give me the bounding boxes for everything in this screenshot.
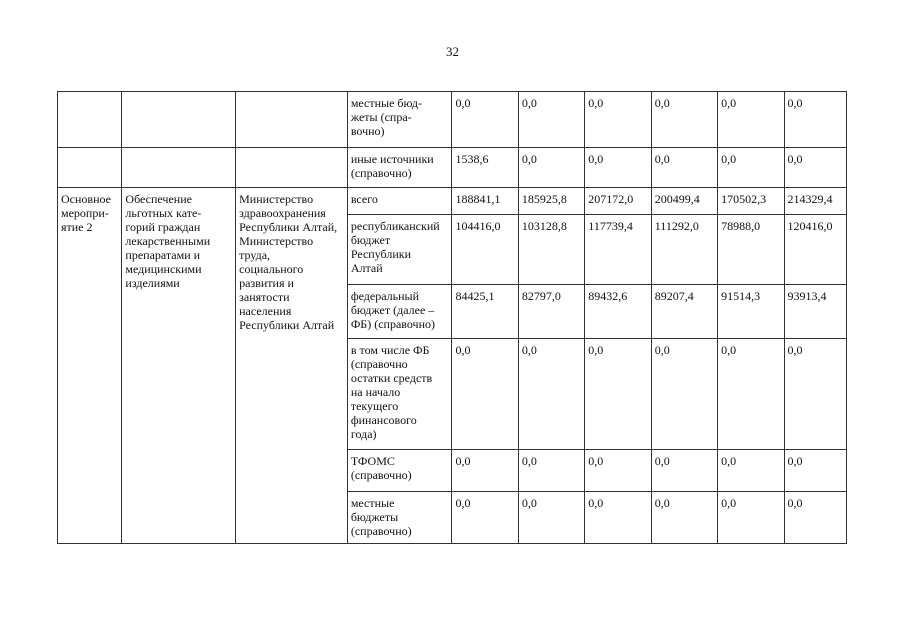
funding-source-cell: иные источники (справочно) <box>347 148 452 188</box>
amount-cell: 89207,4 <box>651 285 717 339</box>
amount-cell: 170502,3 <box>718 188 784 215</box>
amount-cell: 0,0 <box>585 148 651 188</box>
amount-cell: 0,0 <box>518 450 584 492</box>
funding-source-cell: ТФОМС (справочно) <box>347 450 452 492</box>
budget-table <box>57 91 847 544</box>
empty-cell <box>58 92 122 148</box>
amount-cell: 200499,4 <box>651 188 717 215</box>
amount-cell: 0,0 <box>784 92 846 148</box>
amount-cell: 0,0 <box>452 492 518 544</box>
amount-cell: 188841,1 <box>452 188 518 215</box>
funding-source-cell: республиканский бюджет Республики Алтай <box>347 215 452 285</box>
amount-cell: 117739,4 <box>585 215 651 285</box>
empty-cell <box>122 148 236 188</box>
amount-cell: 0,0 <box>518 92 584 148</box>
amount-cell: 0,0 <box>784 492 846 544</box>
measure-description-cell: Обеспечение льготных кате- горий граждан лекарственными препаратами и медицинскими изделиями <box>122 188 236 544</box>
amount-cell: 103128,8 <box>518 215 584 285</box>
amount-cell: 0,0 <box>651 339 717 450</box>
amount-cell: 0,0 <box>518 148 584 188</box>
amount-cell: 120416,0 <box>784 215 846 285</box>
executor-cell: Министерство здравоохранения Республики Алтай, Министерство труда, социального развития и занятости населения Республики Алтай <box>236 188 348 544</box>
amount-cell: 0,0 <box>784 450 846 492</box>
page-number: 32 <box>446 44 459 59</box>
amount-cell: 0,0 <box>585 92 651 148</box>
amount-cell: 0,0 <box>718 339 784 450</box>
amount-cell: 1538,6 <box>452 148 518 188</box>
amount-cell: 0,0 <box>452 339 518 450</box>
amount-cell: 89432,6 <box>585 285 651 339</box>
funding-source-cell: федеральный бюджет (далее – ФБ) (справочно) <box>347 285 452 339</box>
funding-source-cell: в том числе ФБ (справочно остатки средств на начало текущего финансового года) <box>347 339 452 450</box>
amount-cell: 214329,4 <box>784 188 846 215</box>
amount-cell: 207172,0 <box>585 188 651 215</box>
amount-cell: 185925,8 <box>518 188 584 215</box>
amount-cell: 0,0 <box>518 492 584 544</box>
amount-cell: 0,0 <box>585 450 651 492</box>
empty-cell <box>122 92 236 148</box>
amount-cell: 111292,0 <box>651 215 717 285</box>
amount-cell: 0,0 <box>718 492 784 544</box>
measure-name-cell: Основное меропри- ятие 2 <box>58 188 122 544</box>
amount-cell: 0,0 <box>718 148 784 188</box>
amount-cell: 84425,1 <box>452 285 518 339</box>
amount-cell: 0,0 <box>651 92 717 148</box>
amount-cell: 0,0 <box>518 339 584 450</box>
amount-cell: 0,0 <box>718 92 784 148</box>
amount-cell: 0,0 <box>651 450 717 492</box>
amount-cell: 0,0 <box>718 450 784 492</box>
empty-cell <box>236 92 348 148</box>
amount-cell: 93913,4 <box>784 285 846 339</box>
funding-source-cell: всего <box>347 188 452 215</box>
table-row <box>58 188 847 215</box>
amount-cell: 0,0 <box>784 148 846 188</box>
amount-cell: 0,0 <box>651 492 717 544</box>
empty-cell <box>58 148 122 188</box>
amount-cell: 91514,3 <box>718 285 784 339</box>
table-row <box>58 148 847 188</box>
amount-cell: 104416,0 <box>452 215 518 285</box>
amount-cell: 0,0 <box>452 92 518 148</box>
empty-cell <box>236 148 348 188</box>
funding-source-cell: местные бюджеты (справочно) <box>347 492 452 544</box>
amount-cell: 78988,0 <box>718 215 784 285</box>
amount-cell: 0,0 <box>651 148 717 188</box>
funding-source-cell: местные бюд- жеты (спра- вочно) <box>347 92 452 148</box>
amount-cell: 0,0 <box>784 339 846 450</box>
amount-cell: 0,0 <box>452 450 518 492</box>
amount-cell: 0,0 <box>585 339 651 450</box>
amount-cell: 82797,0 <box>518 285 584 339</box>
table-row <box>58 92 847 148</box>
amount-cell: 0,0 <box>585 492 651 544</box>
